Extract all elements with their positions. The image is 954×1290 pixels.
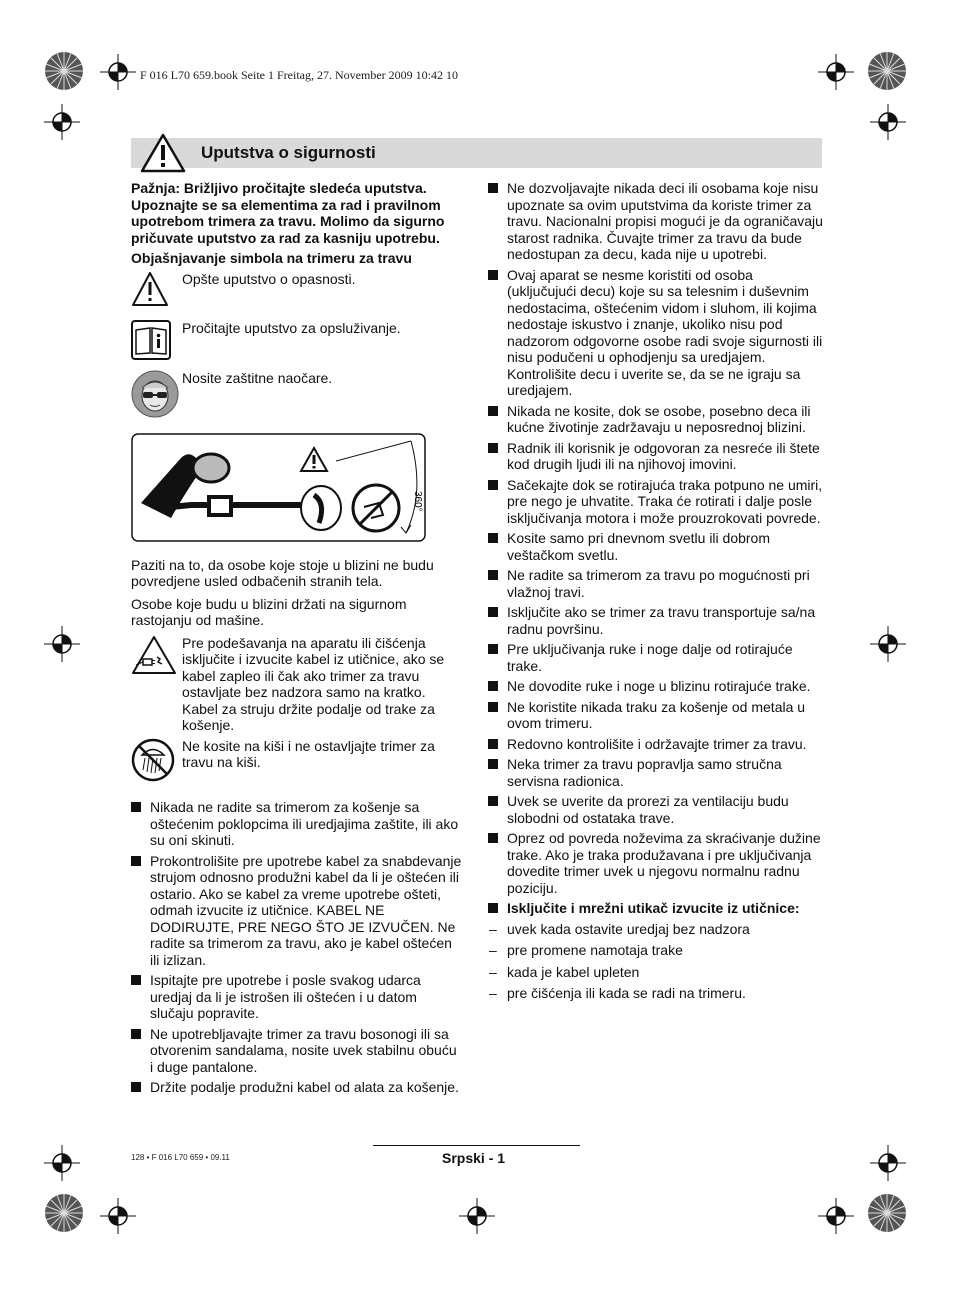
crosshair-mark xyxy=(44,1145,80,1181)
crosshair-mark xyxy=(818,1198,854,1234)
list-item: Ovaj aparat se nesme koristiti od osoba (uključujući decu) koje su sa telesnim i duševnim nedostacima, oštećenim vidom i sluhom, ili kojima nedostaje iskustvo i znanje, ukoliko nisu pod nadzorom odgovorne osobe radi svoje sigurnosti ili nisu podučeni u ophodjenju sa uredjajem. Kontrolišite decu i uverite se, da se ne igraju sa uredjajem. xyxy=(488,267,824,399)
symbols-heading: Objašnjavanje simbola na trimeru za travu xyxy=(131,250,412,266)
right-bullet-list xyxy=(488,180,824,917)
registration-mark-bottom-left xyxy=(43,1192,85,1234)
crosshair-mark xyxy=(100,1198,136,1234)
section-heading-bar xyxy=(131,138,822,168)
footer-rule xyxy=(373,1145,580,1146)
crosshair-mark xyxy=(818,54,854,90)
list-item: Sačekajte dok se rotirajuća traka potpuno ne umiri, pre nego je uhvatite. Traka će rotirati i dalje posle isključivanja motora i može prouzrokovati povrede. xyxy=(488,477,824,527)
list-item: Prokontrolišite pre upotrebe kabel za snabdevanje strujom odnosno produžni kabel da li je oštećen ili ostario. Ako se kabel za vreme upotrebe ošteti, odmah izvucite iz utičnice. KABEL NE DODIRUJTE, PRE NEGO ŠTO JE IZVUČEN. Ne radite sa trimerom za travu, ako je kabel oštećen ili izlizan. xyxy=(131,853,463,969)
paragraph-distance: Osobe koje budu u blizini držati na sigurnom rastojanju od mašine. xyxy=(131,595,407,628)
dash-item: – uvek kada ostavite uredjaj bez nadzora xyxy=(488,921,824,938)
list-item: Oprez od povreda noževima za skraćivanje dužine trake. Ako je traka produžavana i pre uključivanja dovedite trimer uvek u njegovu normalnu radnu poziciju. xyxy=(488,830,824,896)
crosshair-mark xyxy=(44,626,80,662)
list-item: Ne dovodite ruke i noge u blizinu rotirajuće trake. xyxy=(488,678,824,695)
read-manual-icon xyxy=(131,320,182,364)
dash-item: – pre čišćenja ili kada se radi na trimeru. xyxy=(488,985,824,1002)
symbol-row-goggles xyxy=(131,370,463,422)
crosshair-mark xyxy=(870,104,906,140)
list-item: Kosite samo pri dnevnom svetlu ili dobrom veštačkom svetlu. xyxy=(488,530,824,563)
crosshair-mark xyxy=(44,104,80,140)
list-item: Ne upotrebljavajte trimer za travu bosonogi ili sa otvorenim sandalama, nosite uvek stabilnu obuću i duge pantalone. xyxy=(131,1026,463,1076)
crosshair-mark xyxy=(459,1198,495,1234)
registration-mark-bottom-right xyxy=(866,1192,908,1234)
registration-mark-top-right xyxy=(866,50,908,92)
list-item: Isključite ako se trimer za travu transportuje sa/na radnu površinu. xyxy=(488,604,824,637)
unplug-heading: Isključite i mrežni utikač izvucite iz utičnice: xyxy=(488,900,824,917)
section-title: Uputstva o sigurnosti xyxy=(201,143,376,162)
symbol-manual-text: Pročitajte uputstvo za opsluživanje. xyxy=(182,320,401,336)
symbol-row-unplug xyxy=(131,635,463,734)
symbol-row-manual xyxy=(131,320,463,364)
symbol-danger-text: Opšte uputstvo o opasnosti. xyxy=(182,270,356,287)
symbol-unplug-text: Pre podešavanja na aparatu ili čišćenja isključite i izvucite kabel iz utičnice, ako se kabel zapleo ili čak ako trimer za travu ostavljate bez nadzora samo na kratko. Kabel za struju držite podalje od trake za košenje. xyxy=(182,634,445,733)
list-item: Ne koristite nikada traku za košenje od metala u ovom trimeru. xyxy=(488,699,824,732)
list-item: Ne radite sa trimerom za travu po mogućnosti pri vlažnoj travi. xyxy=(488,567,824,600)
crosshair-mark xyxy=(870,626,906,662)
intro-text: Pažnja: Brižljivo pročitajte sledeća uputstva. Upoznajte se sa elementima za rad i pravilnom upotrebom trimera za travu. Molimo da sigurno pričuvate uputstvo za rad za kasniju upotrebu. xyxy=(131,180,445,246)
no-rain-icon xyxy=(131,738,182,786)
unplug-warning-icon xyxy=(131,635,182,679)
list-item: Radnik ili korisnik je odgovoran za nesreće ili štete kod drugih ljudi ili na njihovoj imovini. xyxy=(488,440,824,473)
list-item: Ne dozvoljavajte nikada deci ili osobama koje nisu upoznate sa ovim uputstvima da koriste trimer za travu. Nacionalni propisi mogući je da ograničavaju starost radnika. Čuvajte trimer za travu da bude nedostupan za decu, kada nije u upotrebi. xyxy=(488,180,824,263)
list-item: Ispitajte pre upotrebe i posle svakog udarca uredjaj da li je istrošen ili oštećen i u datom slučaju popravite. xyxy=(131,972,463,1022)
dash-item: – kada je kabel upleten xyxy=(488,964,824,981)
footer-code: 128 • F 016 L70 659 • 09.11 xyxy=(131,1153,230,1162)
danger-warning-icon xyxy=(131,271,182,311)
symbol-row-danger xyxy=(131,271,463,311)
print-header: F 016 L70 659.book Seite 1 Freitag, 27. November 2009 10:42 10 xyxy=(140,68,458,82)
list-item: Neka trimer za travu popravlja samo stručna servisna radionica. xyxy=(488,756,824,789)
list-item: Pre uključivanja ruke i noge dalje od rotirajuće trake. xyxy=(488,641,824,674)
list-item: Uvek se uverite da prorezi za ventilaciju budu slobodni od ostataka trave. xyxy=(488,793,824,826)
symbol-rain-text: Ne kosite na kiši i ne ostavljajte trimer za travu na kiši. xyxy=(182,737,435,770)
left-column xyxy=(131,180,463,1100)
page-number: Srpski - 1 xyxy=(442,1150,506,1166)
dash-item: – pre promene namotaja trake xyxy=(488,942,824,959)
paragraph-bystanders: Paziti na to, da osobe koje stoje u blizini ne budu povredjene usled odbačenih stranih tela. xyxy=(131,556,434,589)
crosshair-mark xyxy=(100,54,136,90)
list-item: Redovno kontrolišite i održavajte trimer za travu. xyxy=(488,736,824,753)
registration-mark-top-left xyxy=(43,50,85,92)
warning-triangle-icon xyxy=(140,133,186,178)
crosshair-mark xyxy=(870,1145,906,1181)
symbol-goggles-text: Nosite zaštitne naočare. xyxy=(182,369,333,386)
unplug-dash-list xyxy=(488,921,824,1002)
right-column xyxy=(488,180,824,1007)
left-bullet-list xyxy=(131,799,463,1096)
trimmer-safety-diagram xyxy=(131,433,463,547)
symbol-row-rain xyxy=(131,738,463,786)
diagram-360-label: 360° xyxy=(412,491,423,512)
list-item: Nikada ne kosite, dok se osobe, posebno deca ili kućne životinje zadržavaju u neposrednoj blizini. xyxy=(488,403,824,436)
list-item: Držite podalje produžni kabel od alata za košenje. xyxy=(131,1079,463,1096)
list-item: Nikada ne radite sa trimerom za košenje sa oštećenim poklopcima ili uredjajima zaštite, ili ako su oni skinuti. xyxy=(131,799,463,849)
safety-goggles-icon xyxy=(131,370,182,422)
